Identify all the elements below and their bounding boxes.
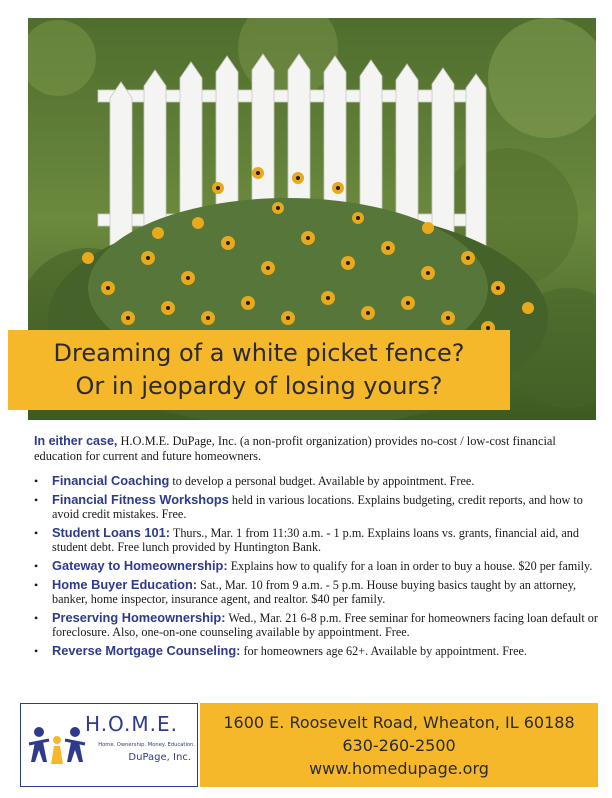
headline-line-1: Dreaming of a white picket fence? (53, 339, 465, 367)
list-item (34, 493, 600, 522)
bullet-icon: • (34, 577, 39, 592)
service-text: Wed., Mar. 21 6-8 p.m. Free seminar for homeowners facing loan default or foreclosure. Also, one-on-one counseling available by appointment. Free. (52, 610, 598, 640)
service-text: Sat., Mar. 10 from 9 a.m. - 5 p.m. House buying basics taught by an attorney, banker, home inspector, insurance agent, and realtor. $40 per family. (52, 577, 577, 607)
bullet-icon: • (34, 610, 39, 625)
service-title: Preserving Homeownership: (52, 609, 226, 625)
logo-tagline: Home. Ownership. Money. Education. (98, 742, 195, 748)
bullet-icon: • (34, 492, 39, 507)
intro-lead: In either case, (34, 434, 118, 448)
contact-address: 1600 E. Roosevelt Road, Wheaton, IL 60188 (223, 712, 575, 732)
intro-text: H.O.M.E. DuPage, Inc. (a non-profit organization) provides no-cost / low-cost financial education for current and future homeowners. (34, 434, 556, 463)
list-item (34, 611, 600, 640)
home-dupage-logo (20, 703, 198, 787)
service-title: Student Loans 101: (52, 524, 171, 540)
bullet-icon: • (34, 643, 39, 658)
list-item (34, 474, 600, 489)
list-item (34, 559, 600, 574)
bullet-icon: • (34, 558, 39, 573)
service-title: Home Buyer Education: (52, 576, 198, 592)
contact-banner (200, 703, 598, 787)
service-title: Gateway to Homeownership: (52, 557, 228, 573)
service-text: to develop a personal budget. Available by appointment. Free. (169, 474, 475, 488)
service-title: Financial Fitness Workshops (52, 491, 229, 507)
service-text: Explains how to qualify for a loan in order to buy a house. $20 per family. (227, 558, 593, 573)
service-title: Reverse Mortgage Counseling: (52, 642, 241, 658)
headline-line-2: Or in jeopardy of losing yours? (75, 372, 443, 400)
service-text: Thurs., Mar. 1 from 11:30 a.m. - 1 p.m. Explains loans vs. grants, financial aid, and student debt. Free lunch provided by Huntington Bank. (52, 525, 579, 555)
contact-phone: 630-260-2500 (342, 735, 456, 755)
logo-subtext: DuPage, Inc. (128, 752, 191, 763)
list-item (34, 526, 600, 555)
service-text: held in various locations. Explains budgeting, credit reports, and how to avoid credit mistakes. Free. (52, 492, 583, 522)
contact-website: www.homedupage.org (309, 758, 489, 778)
logo-brand-text: H.O.M.E. (85, 712, 178, 736)
bullet-icon: • (34, 525, 39, 540)
headline-banner (8, 330, 510, 410)
bullet-icon: • (34, 474, 39, 488)
service-title: Financial Coaching (52, 473, 170, 488)
list-item (34, 578, 600, 607)
list-item (34, 644, 600, 659)
services-list (34, 474, 600, 663)
service-text: for homeowners age 62+. Available by appointment. Free. (240, 643, 527, 658)
intro-paragraph (34, 434, 594, 464)
